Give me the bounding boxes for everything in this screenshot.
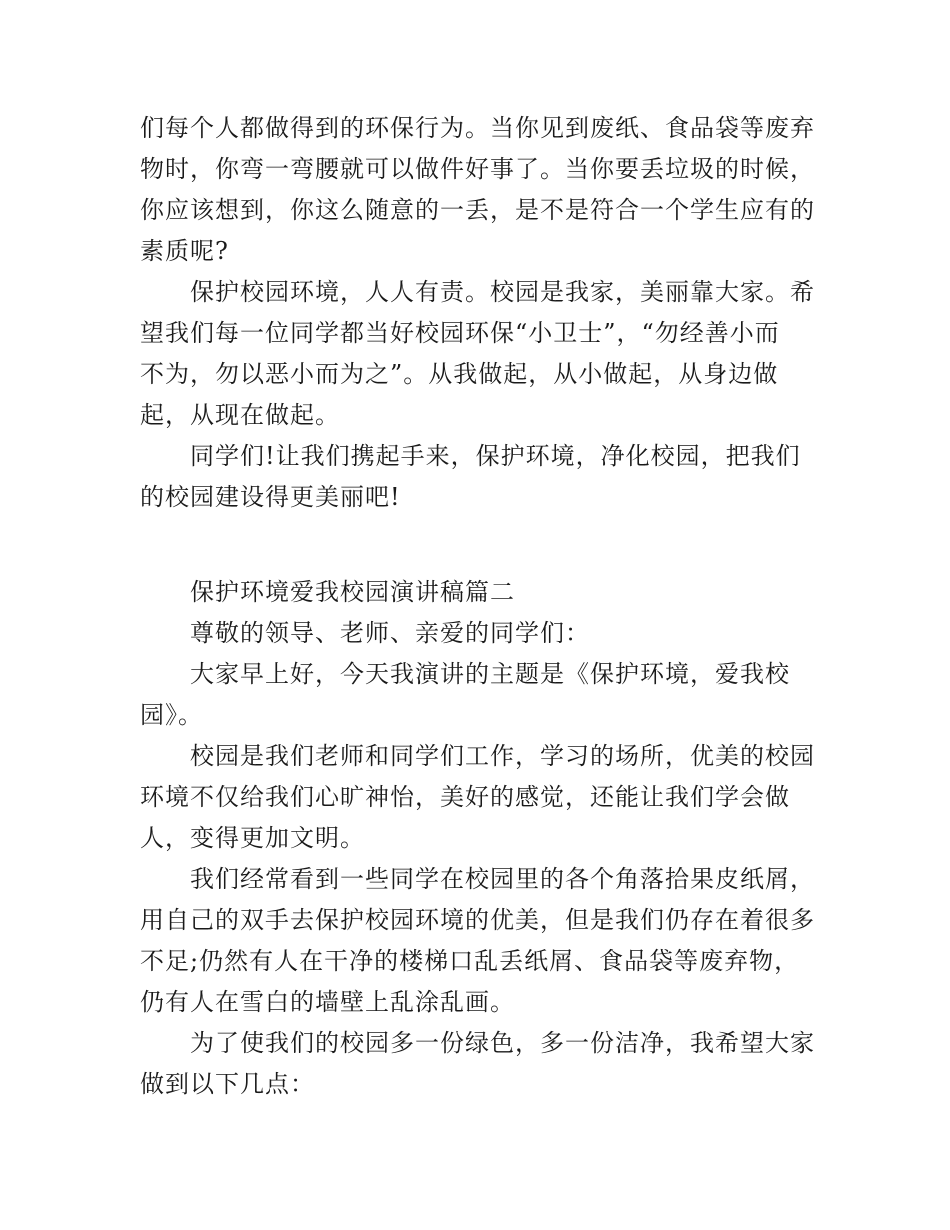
text-line: 望我们每一位同学都当好校园环保“小卫士”，“勿经善小而 <box>140 319 780 347</box>
text-line: 你应该想到，你这么随意的一丢，是不是符合一个学生应有的 <box>140 196 815 224</box>
paragraph <box>140 1023 815 1105</box>
document-body-bottom <box>140 572 815 1105</box>
text-line: 校园是我们老师和同学们工作，学习的场所，优美的校园 <box>190 742 815 770</box>
text-line: 仍有人在雪白的墙壁上乱涂乱画。 <box>140 988 515 1016</box>
section-title: 保护环境爱我校园演讲稿篇二 <box>190 578 515 606</box>
text-line: 人，变得更加文明。 <box>140 824 365 852</box>
text-line: 素质呢? <box>140 237 229 265</box>
paragraph <box>140 272 815 436</box>
text-line: 不足;仍然有人在干净的楼梯口乱丢纸屑、食品袋等废弃物， <box>140 947 800 975</box>
paragraph <box>140 108 815 272</box>
text-line: 为了使我们的校园多一份绿色，多一份洁净，我希望大家 <box>190 1029 815 1057</box>
document-body-top <box>140 108 815 518</box>
paragraph <box>140 859 815 1023</box>
text-line: 们每个人都做得到的环保行为。当你见到废纸、食品袋等废弃 <box>140 114 815 142</box>
paragraph <box>140 654 815 736</box>
text-line: 同学们!让我们携起手来，保护环境，净化校园，把我们 <box>190 442 801 470</box>
text-line: 做到以下几点： <box>140 1070 315 1098</box>
paragraph <box>140 736 815 859</box>
text-line: 保护校园环境，人人有责。校园是我家，美丽靠大家。希 <box>190 278 815 306</box>
text-line: 用自己的双手去保护校园环境的优美，但是我们仍存在着很多 <box>140 906 815 934</box>
text-line: 物时，你弯一弯腰就可以做件好事了。当你要丢垃圾的时候， <box>140 155 815 183</box>
text-line: 不为，勿以恶小而为之”。从我做起，从小做起，从身边做 <box>140 360 779 388</box>
text-line: 我们经常看到一些同学在校园里的各个角落拾果皮纸屑， <box>190 865 815 893</box>
text-line: 起，从现在做起。 <box>140 401 340 429</box>
text-line: 园》。 <box>140 701 203 729</box>
salutation: 尊敬的领导、老师、亲爱的同学们： <box>190 619 590 647</box>
paragraph <box>140 436 815 518</box>
text-line: 大家早上好，今天我演讲的主题是《保护环境，爱我校 <box>190 660 790 688</box>
text-line: 的校园建设得更美丽吧! <box>140 483 401 511</box>
text-line: 环境不仅给我们心旷神怡，美好的感觉，还能让我们学会做 <box>140 783 790 811</box>
